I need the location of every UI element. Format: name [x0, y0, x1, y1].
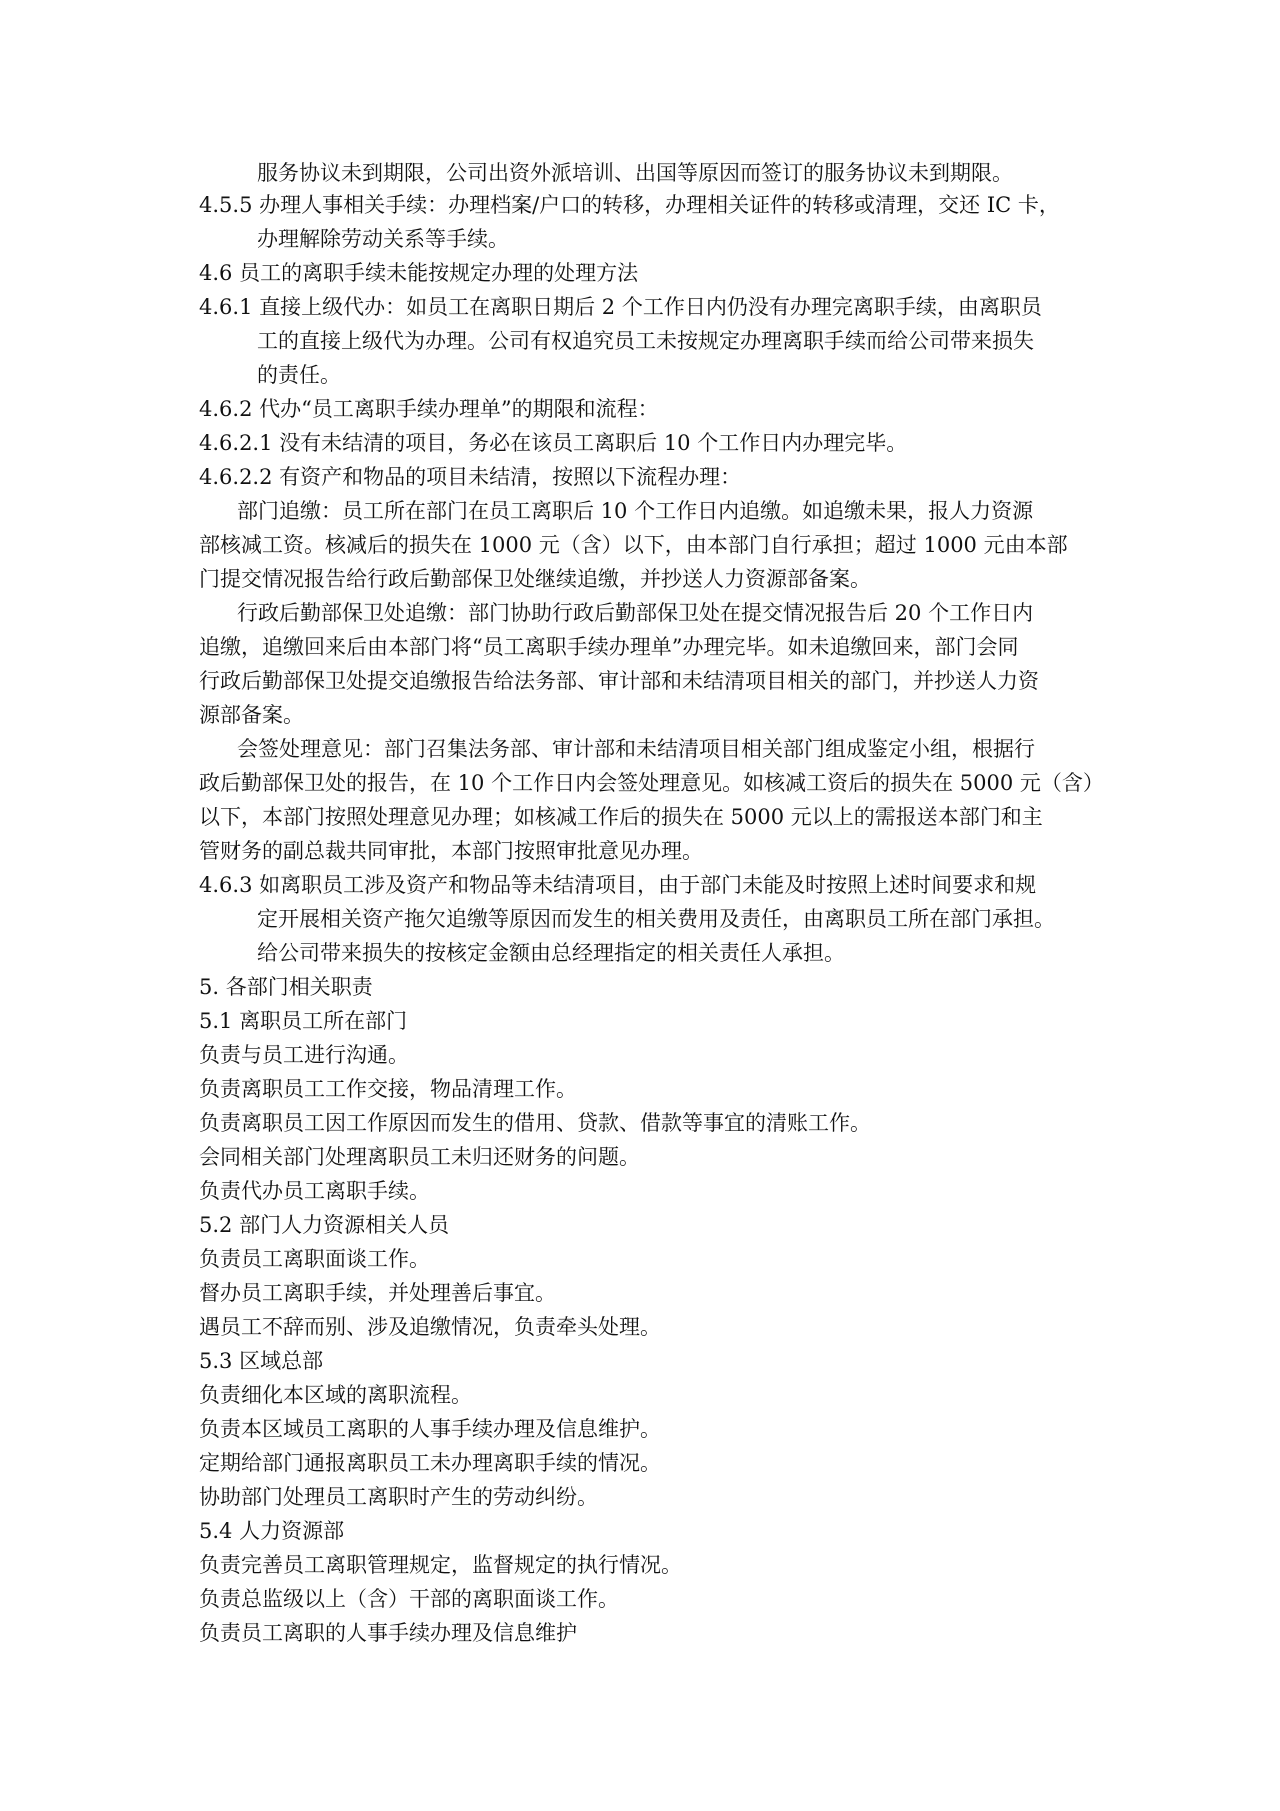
text-line: 行政后勤部保卫处提交追缴报告给法务部、审计部和未结清项目相关的部门，并抄送人力资 [199, 669, 1039, 693]
text-line: 负责离职员工因工作原因而发生的借用、贷款、借款等事宜的清账工作。 [199, 1111, 871, 1135]
text-line: 部核减工资。核减后的损失在 1000 元（含）以下，由本部门自行承担；超过 1000 元由本部 [199, 533, 1068, 557]
text-line: 负责总监级以上（含）干部的离职面谈工作。 [199, 1587, 619, 1611]
text-line: 督办员工离职手续，并处理善后事宜。 [199, 1281, 556, 1305]
section-heading: 5.4 人力资源部 [199, 1519, 345, 1543]
text-line: 以下，本部门按照处理意见办理；如核减工作后的损失在 5000 元以上的需报送本部门和主 [199, 805, 1043, 829]
text-line: 定期给部门通报离职员工未办理离职手续的情况。 [199, 1451, 661, 1475]
section-heading: 5. 各部门相关职责 [199, 975, 373, 999]
text-line: 遇员工不辞而别、涉及追缴情况，负责牵头处理。 [199, 1315, 661, 1339]
text-line: 负责离职员工工作交接，物品清理工作。 [199, 1077, 577, 1101]
text-line: 的责任。 [257, 363, 341, 387]
text-line: 4.6.2.1 没有未结清的项目，务必在该员工离职后 10 个工作日内办理完毕。 [199, 431, 908, 455]
text-line: 负责员工离职面谈工作。 [199, 1247, 430, 1271]
text-line: 会同相关部门处理离职员工未归还财务的问题。 [199, 1145, 640, 1169]
section-heading: 4.6 员工的离职手续未能按规定办理的处理方法 [199, 261, 639, 285]
text-line: 负责完善员工离职管理规定，监督规定的执行情况。 [199, 1553, 682, 1577]
text-line: 负责细化本区域的离职流程。 [199, 1383, 472, 1407]
text-line: 源部备案。 [199, 703, 304, 727]
text-line: 4.6.2.2 有资产和物品的项目未结清，按照以下流程办理： [199, 465, 742, 489]
text-line: 4.6.3 如离职员工涉及资产和物品等未结清项目，由于部门未能及时按照上述时间要求和规 [199, 873, 1037, 897]
text-line: 政后勤部保卫处的报告，在 10 个工作日内会签处理意见。如核减工资后的损失在 5000 元（含） [199, 771, 1104, 795]
section-heading: 5.3 区域总部 [199, 1349, 324, 1373]
text-line: 给公司带来损失的按核定金额由总经理指定的相关责任人承担。 [257, 941, 845, 965]
text-line: 会签处理意见：部门召集法务部、审计部和未结清项目相关部门组成鉴定小组，根据行 [237, 737, 1035, 761]
text-line: 管财务的副总裁共同审批，本部门按照审批意见办理。 [199, 839, 703, 863]
text-line: 4.6.1 直接上级代办：如员工在离职日期后 2 个工作日内仍没有办理完离职手续，由离职员 [199, 295, 1042, 319]
text-line: 门提交情况报告给行政后勤部保卫处继续追缴，并抄送人力资源部备案。 [199, 567, 871, 591]
text-line: 4.6.2 代办“员工离职手续办理单”的期限和流程： [199, 397, 659, 421]
text-line: 4.5.5 办理人事相关手续：办理档案/户口的转移，办理相关证件的转移或清理，交还 IC 卡， [199, 193, 1060, 217]
text-line: 负责员工离职的人事手续办理及信息维护 [199, 1621, 577, 1645]
text-line: 定开展相关资产拖欠追缴等原因而发生的相关费用及责任，由离职员工所在部门承担。 [257, 907, 1055, 931]
text-line: 负责本区域员工离职的人事手续办理及信息维护。 [199, 1417, 661, 1441]
text-line: 办理解除劳动关系等手续。 [257, 227, 509, 251]
text-line: 负责代办员工离职手续。 [199, 1179, 430, 1203]
text-line: 工的直接上级代为办理。公司有权追究员工未按规定办理离职手续而给公司带来损失 [257, 329, 1034, 353]
text-line: 部门追缴：员工所在部门在员工离职后 10 个工作日内追缴。如追缴未果，报人力资源 [237, 499, 1034, 523]
text-line: 行政后勤部保卫处追缴：部门协助行政后勤部保卫处在提交情况报告后 20 个工作日内 [237, 601, 1034, 625]
text-line: 追缴，追缴回来后由本部门将“员工离职手续办理单”办理完毕。如未追缴回来，部门会同 [199, 635, 1019, 659]
text-line: 协助部门处理员工离职时产生的劳动纠纷。 [199, 1485, 598, 1509]
text-line: 负责与员工进行沟通。 [199, 1043, 409, 1067]
section-heading: 5.2 部门人力资源相关人员 [199, 1213, 450, 1237]
text-line: 服务协议未到期限，公司出资外派培训、出国等原因而签订的服务协议未到期限。 [257, 161, 1013, 185]
section-heading: 5.1 离职员工所在部门 [199, 1009, 408, 1033]
